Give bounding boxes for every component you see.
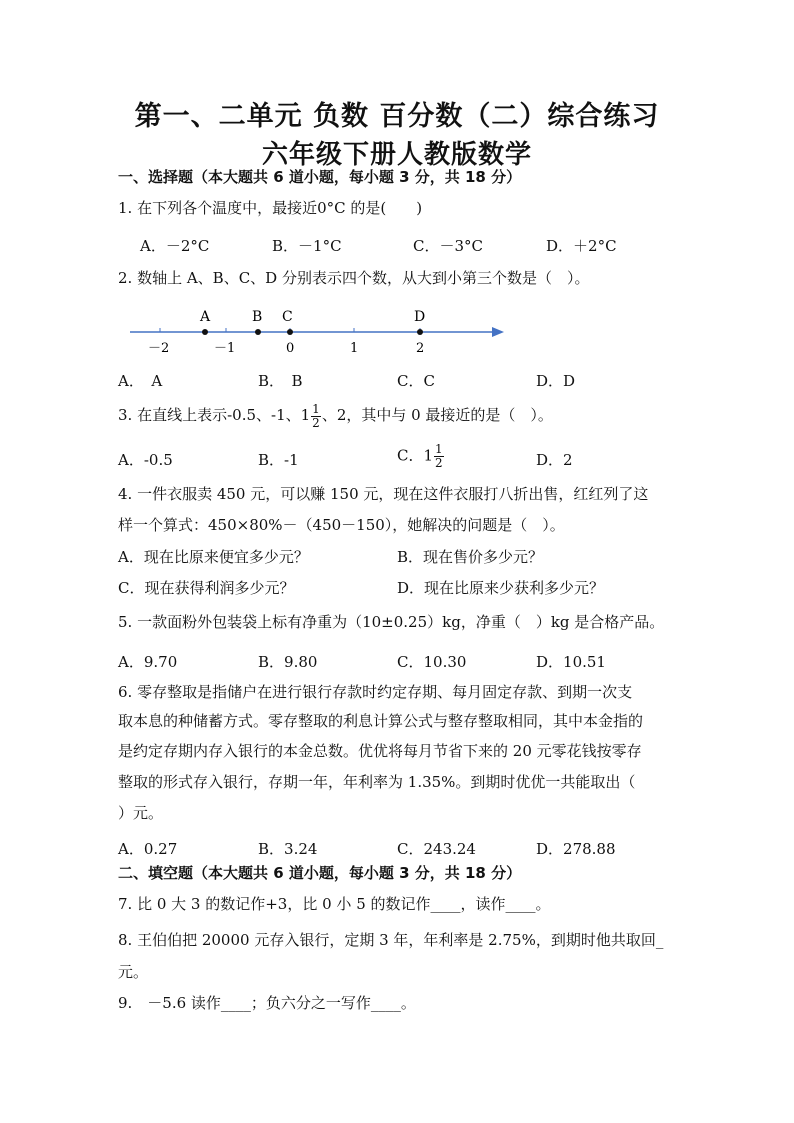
point-b — [255, 329, 261, 335]
number-line-arrow — [492, 327, 504, 337]
q5-option-b: B．9.80 — [258, 653, 318, 671]
q3-option-c-label: C．1 — [397, 446, 434, 465]
point-a — [202, 329, 208, 335]
q1-option-a: A．－2°C — [140, 237, 210, 255]
question-2-stem: 2. 数轴上 A、B、C、D 分别表示四个数，从大到小第三个数是（ ）。 — [118, 269, 590, 287]
question-6-line-5: ）元。 — [118, 804, 164, 822]
q4-option-d: D．现在比原来少获利多少元？ — [397, 579, 605, 597]
q6-option-a: A．0.27 — [118, 840, 178, 858]
q5-option-d: D．10.51 — [536, 653, 606, 671]
question-7: 7. 比 0 大 3 的数记作+3，比 0 小 5 的数记作____，读作____。 — [118, 895, 551, 913]
tick-label: 1 — [350, 341, 359, 356]
q3-option-b: B．-1 — [258, 451, 299, 469]
q3-stem-part1: 3. 在直线上表示-0.5、-1、1 — [118, 406, 311, 424]
q4-option-b: B．现在售价多少元？ — [397, 548, 544, 566]
question-6-line-4: 整取的形式存入银行，存期一年，年利率为 1.35%。到期时优优一共能取出（ — [118, 773, 636, 791]
section-heading-fill-blank: 二、填空题（本大题共 6 道小题，每小题 3 分，共 18 分） — [118, 864, 522, 882]
question-4-line-2: 样一个算式：450×80%－（450－150），她解决的问题是（ ）。 — [118, 516, 565, 534]
question-9: 9. －5.6 读作____；负六分之一写作____。 — [118, 994, 416, 1012]
q1-option-b: B．－1°C — [272, 237, 342, 255]
q3-option-a: A．-0.5 — [118, 451, 173, 469]
q2-option-d: D．D — [536, 372, 576, 390]
point-label-c: C — [282, 309, 293, 325]
q4-option-c: C．现在获得利润多少元？ — [118, 579, 295, 597]
q1-option-c: C．－3°C — [413, 237, 483, 255]
fraction-denominator: 2 — [312, 415, 320, 430]
point-label-a: A — [200, 309, 211, 325]
fraction-numerator: 1 — [435, 442, 443, 456]
fraction-numerator: 1 — [312, 401, 320, 416]
point-c — [287, 329, 293, 335]
q2-option-b: B． B — [258, 372, 303, 390]
q1-option-d: D．＋2°C — [546, 237, 617, 255]
q4-option-a: A．现在比原来便宜多少元？ — [118, 548, 309, 566]
q2-option-c: C．C — [397, 372, 435, 390]
q2-option-a: A． A — [118, 372, 163, 390]
q3-stem-part2: 、2，其中与 0 最接近的是（ ）。 — [321, 406, 553, 424]
q3-stem-fraction — [311, 403, 321, 430]
tick-label: －1 — [214, 341, 236, 356]
question-6-line-3: 是约定存期内存入银行的本金总数。优优将每月节省下来的 20 元零花钱按零存 — [118, 742, 642, 760]
point-label-d: D — [414, 309, 426, 325]
section-heading-choice: 一、选择题（本大题共 6 道小题，每小题 3 分，共 18 分） — [118, 168, 522, 186]
q6-option-b: B．3.24 — [258, 840, 318, 858]
q6-option-d: D．278.88 — [536, 840, 616, 858]
tick-label: －2 — [148, 341, 170, 356]
q5-option-a: A．9.70 — [118, 653, 178, 671]
worksheet-subtitle: 六年级下册人教版数学 — [261, 140, 532, 170]
q5-option-c: C．10.30 — [397, 653, 467, 671]
q6-option-c: C．243.24 — [397, 840, 476, 858]
question-8-line-2: 元。 — [118, 963, 149, 981]
q3-option-c — [397, 443, 445, 470]
fraction-denominator: 2 — [435, 456, 443, 470]
question-3-stem — [118, 400, 678, 431]
question-5-stem: 5. 一款面粉外包装袋上标有净重为（10±0.25）kg，净重（ ）kg 是合格产品。 — [118, 613, 665, 631]
question-4-line-1: 4. 一件衣服卖 450 元，可以赚 150 元，现在这件衣服打八折出售，红红列了这 — [118, 485, 649, 503]
q3-option-c-fraction — [434, 443, 444, 470]
tick-label: 2 — [416, 341, 425, 356]
question-6-line-2: 取本息的种储蓄方式。零存整取的利息计算公式与整存整取相同，其中本金指的 — [118, 712, 644, 730]
tick-label: 0 — [286, 341, 295, 356]
question-8-line-1: 8. 王伯伯把 20000 元存入银行，定期 3 年，年利率是 2.75%，到期时他共取回_ — [118, 931, 664, 949]
point-label-b: B — [252, 309, 263, 325]
q3-option-d: D．2 — [536, 451, 573, 469]
question-1-stem: 1. 在下列各个温度中，最接近0°C 的是( ) — [118, 199, 423, 217]
question-6-line-1: 6. 零存整取是指储户在进行银行存款时约定存期、每月固定存款、到期一次支 — [118, 683, 633, 701]
point-d — [417, 329, 423, 335]
number-line — [120, 300, 520, 362]
worksheet-title: 第一、二单元 负数 百分数（二）综合练习 — [134, 101, 660, 132]
